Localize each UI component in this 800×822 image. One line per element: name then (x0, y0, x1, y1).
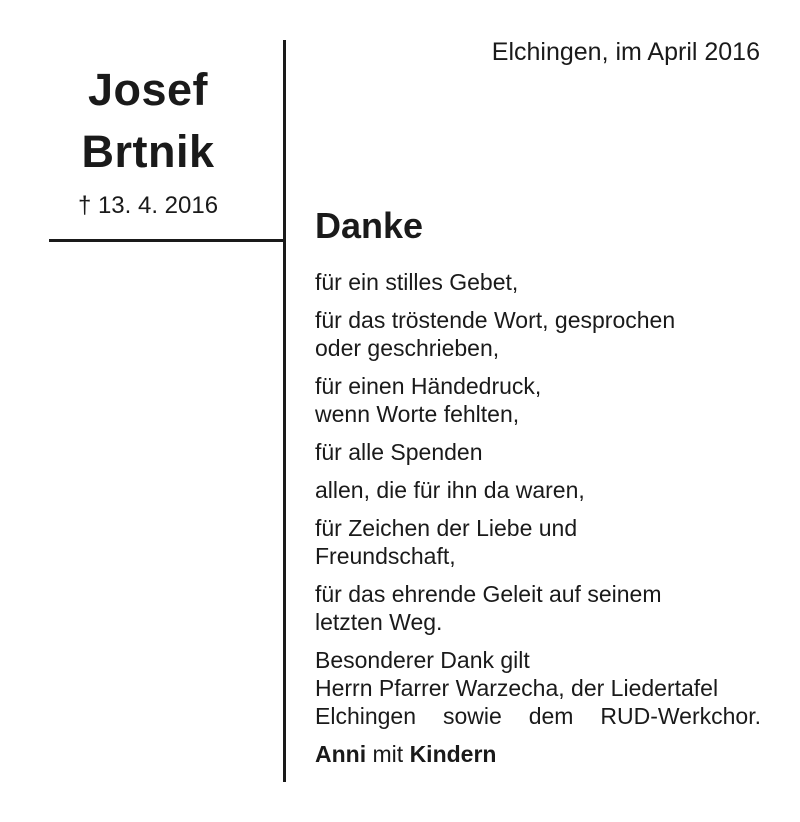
place-date: Elchingen, im April 2016 (491, 38, 760, 66)
text-line: Besonderer Dank gilt (315, 647, 530, 673)
text-line: Elchingen sowie dem RUD-Werkchor. (315, 703, 761, 729)
paragraph-handshake (315, 372, 761, 428)
text-line: für Zeichen der Liebe und (315, 515, 578, 541)
paragraph-word (315, 306, 761, 362)
signature-name-kindern: Kindern (409, 741, 497, 767)
paragraph-all (315, 476, 761, 504)
paragraph-love (315, 514, 761, 570)
text-line: für das tröstende Wort, gesprochen (315, 307, 676, 333)
signature-name-anni: Anni (315, 741, 367, 767)
text-line: für alle Spenden (315, 439, 483, 465)
body-text (315, 268, 761, 768)
signature-connector: mit (372, 741, 404, 767)
paragraph-escort (315, 580, 761, 636)
paragraph-prayer (315, 268, 761, 296)
text-line: für einen Händedruck, (315, 373, 542, 399)
deceased-first-name: Josef (87, 64, 209, 115)
death-date: † 13. 4. 2016 (77, 192, 219, 219)
text-line: für das ehrende Geleit auf seinem (315, 581, 662, 607)
heading-danke: Danke (315, 205, 424, 246)
text-line: Freundschaft, (315, 543, 456, 569)
signature (315, 740, 761, 768)
horizontal-divider (49, 239, 286, 242)
vertical-divider (283, 40, 286, 782)
paragraph-special-thanks (315, 646, 761, 730)
text-line: wenn Worte fehlten, (315, 401, 520, 427)
text-line: allen, die für ihn da waren, (315, 477, 585, 503)
deceased-last-name: Brtnik (81, 126, 215, 177)
text-line: Herrn Pfarrer Warzecha, der Liedertafel (315, 675, 719, 701)
text-line: für ein stilles Gebet, (315, 269, 519, 295)
text-line: letzten Weg. (315, 609, 443, 635)
paragraph-donations (315, 438, 761, 466)
text-line: oder geschrieben, (315, 335, 500, 361)
